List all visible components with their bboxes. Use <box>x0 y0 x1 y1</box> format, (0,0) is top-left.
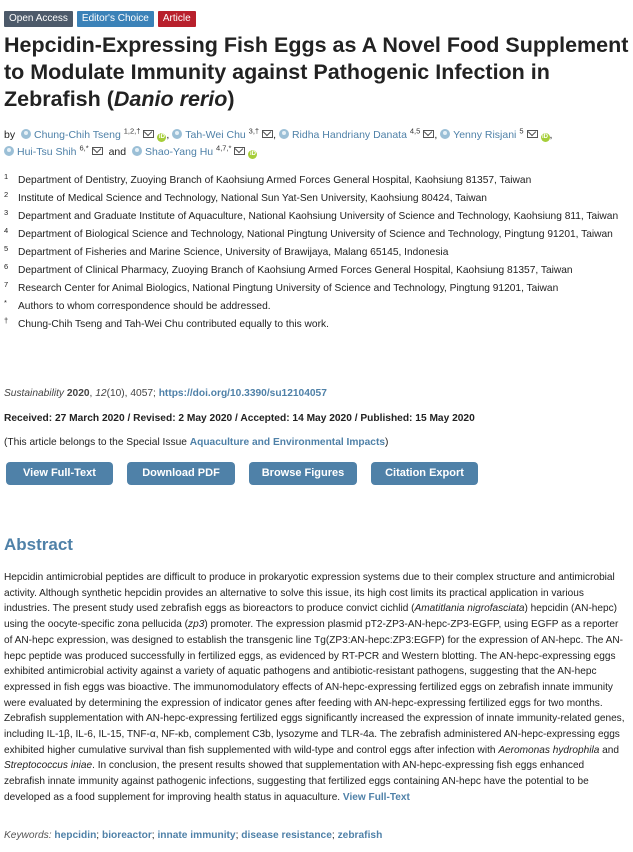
author-profile-icon <box>21 129 31 139</box>
affiliation-number: * <box>4 298 7 307</box>
author-affiliation-sup: 3,† <box>248 126 260 136</box>
email-icon[interactable] <box>527 130 538 138</box>
abstract-heading: Abstract <box>4 535 73 554</box>
author-entry[interactable] <box>279 126 434 141</box>
email-icon[interactable] <box>143 130 154 138</box>
special-issue-link[interactable]: Aquaculture and Environmental Impacts <box>189 437 386 448</box>
affiliation-number: 1 <box>4 172 9 181</box>
browse-figures-button[interactable]: Browse Figures <box>249 462 357 485</box>
keywords-label: Keywords: <box>4 830 52 841</box>
affiliation-item <box>4 226 629 243</box>
editors-choice-badge[interactable]: Editor's Choice <box>77 11 154 27</box>
author-profile-icon <box>279 129 289 139</box>
download-pdf-button[interactable]: Download PDF <box>127 462 235 485</box>
abstract-view-full-text-link[interactable]: View Full-Text <box>342 791 410 803</box>
author-name[interactable]: Ridha Handriany Danata <box>291 129 407 141</box>
author-affiliation-sup: 1,2,† <box>123 126 141 136</box>
affiliation-number: 2 <box>4 190 9 199</box>
email-icon[interactable] <box>262 130 273 138</box>
keyword-link[interactable]: zebrafish <box>337 830 383 841</box>
doi-link[interactable]: https://doi.org/10.3390/su12104057 <box>158 388 327 399</box>
action-buttons <box>6 462 478 485</box>
author-affiliation-sup: 4,5 <box>409 126 421 136</box>
by-label: by <box>4 129 16 141</box>
citation-year: 2020 <box>66 388 90 399</box>
affiliation-number: 5 <box>4 244 9 253</box>
citation-export-button[interactable]: Citation Export <box>371 462 478 485</box>
affiliation-text: Department of Clinical Pharmacy, Zuoying Branch of Kaohsiung Armed Forces General Hospital, Kaohsiung 81357, Taiwan <box>18 265 573 276</box>
email-icon[interactable] <box>234 147 245 155</box>
citation-issue: (10), <box>106 388 128 399</box>
author-entry[interactable] <box>172 126 273 141</box>
author-name[interactable]: Chung-Chih Tseng <box>34 129 121 141</box>
email-icon[interactable] <box>423 130 434 138</box>
publication-dates: Received: 27 March 2020 / Revised: 2 May 2020 / Accepted: 14 May 2020 / Published: 15 May 2020 <box>4 413 475 424</box>
affiliation-text: Institute of Medical Science and Technology, National Sun Yat-Sen University, Kaohsiung 80424, Taiwan <box>18 193 487 204</box>
affiliation-number: † <box>4 316 9 325</box>
author-affiliation-sup: 5 <box>519 126 524 136</box>
affiliation-item <box>4 262 629 279</box>
affiliation-text: Authors to whom correspondence should be addressed. <box>18 301 271 312</box>
citation-line: Sustainability 2020, 12(10), 4057; https://doi.org/10.3390/su12104057 <box>4 388 327 399</box>
equal-contribution-note <box>4 316 629 333</box>
affiliation-item <box>4 280 629 297</box>
email-icon[interactable] <box>92 147 103 155</box>
affiliation-item <box>4 172 629 189</box>
orcid-icon[interactable]: iD <box>158 134 165 140</box>
author-entry[interactable] <box>132 143 257 158</box>
citation-article-number: 4057; <box>130 388 156 399</box>
author-name[interactable]: Hui-Tsu Shih <box>17 146 77 158</box>
citation-volume: 12 <box>95 388 107 399</box>
keyword-link[interactable]: hepcidin <box>54 830 97 841</box>
correspondence-note <box>4 298 629 315</box>
author-profile-icon <box>172 129 182 139</box>
view-full-text-button[interactable]: View Full-Text <box>6 462 113 485</box>
author-entry[interactable] <box>440 126 549 141</box>
keywords-line: Keywords: hepcidin; bioreactor; innate immunity; disease resistance; zebrafish <box>4 830 383 841</box>
keyword-link[interactable]: disease resistance <box>241 830 332 841</box>
and-label: and <box>108 146 127 158</box>
author-affiliation-sup: 6,* <box>79 143 89 153</box>
affiliation-number: 7 <box>4 280 9 289</box>
affiliation-text: Department of Biological Science and Technology, National Pingtung University of Science and Technology, Pingtung 91201, Taiwan <box>18 229 613 240</box>
article-title: Hepcidin-Expressing Fish Eggs as A Novel Food Supplement to Modulate Immunity against Pathogenic Infection in Zebrafish (Danio rerio) <box>4 33 629 111</box>
journal-name: Sustainability <box>4 388 65 399</box>
orcid-icon[interactable]: iD <box>249 151 256 157</box>
author-entry[interactable] <box>4 143 103 158</box>
affiliation-text: Chung-Chih Tseng and Tah-Wei Chu contributed equally to this work. <box>18 319 329 330</box>
author-profile-icon <box>440 129 450 139</box>
author-name[interactable]: Shao-Yang Hu <box>145 146 214 158</box>
special-issue-line <box>4 437 388 448</box>
author-entry[interactable] <box>21 126 166 141</box>
author-profile-icon <box>132 146 142 156</box>
open-access-badge[interactable]: Open Access <box>4 11 73 27</box>
orcid-icon[interactable]: iD <box>542 134 548 140</box>
affiliation-item <box>4 244 629 261</box>
author-affiliation-sup: 4,7,* <box>216 143 232 153</box>
special-issue-suffix: ) <box>385 437 389 448</box>
affiliation-item <box>4 208 629 225</box>
author-name[interactable]: Yenny Risjani <box>453 129 517 141</box>
affiliation-text: Research Center for Animal Biologics, National Pingtung University of Science and Technology, Pingtung 91201, Taiwan <box>18 283 559 294</box>
abstract-text: Hepcidin antimicrobial peptides are difficult to produce in prokaryotic expression systems due to their complex structure and antimicrobial activity. Although synthetic hepcidin provides an alternative to solve this issue, its high cost limits its practical application in various industries. The present study used zebrafish eggs as bioreactors to produce convict cichlid (Amatitlania nigrofasciata) hepcidin (AN-hepc) using the oocyte-specific zona pellucida (zp3) promoter. The expression plasmid pT2-ZP3-AN-hepc-ZP3-EGFP, using EGFP as a reporter of AN-hepc expression, was designed to establish the transgenic line Tg(ZP3:AN-hepc:ZP3:EGFP) for the expression of AN-hepc. The AN-hepc peptide was produced successfully in fertilized eggs, as evidenced by RT-PCR and Western blotting. The AN-hepc-expressing eggs exhibited antimicrobial activity against a variety of aquatic pathogens and antibiotic-resistant pathogens, suggesting that the AN-hepc expressed in fish eggs was bioactive. The immunomodulatory effects of AN-hepc-expressing fertilized eggs on zebrafish innate immunity were evaluated by determining the expression of indicator genes after feeding with AN-hepc-expressing fertilized eggs for two months. Zebrafish supplementation with AN-hepc-expressing fertilized eggs significantly increased the expression of innate immunity-related genes, including IL-1β, IL-6, IL-15, TNF-α, NF-κb, complement C3b, lysozyme and TLR-4a. The zebrafish administered AN-hepc-expressing eggs exhibited higher cumulative survival than fish supplemented with wild-type and control eggs after infection with Aeromonas hydrophila and Streptococcus iniae. In conclusion, the present results showed that supplementation with AN-hepc-expressing fish eggs enhanced zebrafish innate immunity against pathogenic infections, suggesting that fertilized eggs containing AN-hepc have the potential to be developed as a food supplement for improving health status in aquaculture. View Full-Text <box>4 572 625 803</box>
keyword-link[interactable]: innate immunity <box>157 830 236 841</box>
affiliation-text: Department of Dentistry, Zuoying Branch of Kaohsiung Armed Forces General Hospital, Kaohsiung 81357, Taiwan <box>18 175 532 186</box>
affiliation-number: 6 <box>4 262 9 271</box>
badge-row <box>4 11 196 27</box>
author-list: by Chung-Chih Tseng $^{1,2,\dagger}$iD , Tah-Wei Chu $^{3,\dagger}$ , Ridha Handriany Danata $^{4,5}$ , Yenny Risjani $^5$iD , Hui-Tsu Shih $^{6,*}$ and Shao-Yang Hu $^{4,7,*}$iD <box>4 126 553 158</box>
affiliation-text: Department and Graduate Institute of Aquaculture, National Kaohsiung University of Science and Technology, Kaohsiung 811, Taiwan <box>18 211 619 222</box>
affiliation-item <box>4 190 629 207</box>
author-name[interactable]: Tah-Wei Chu <box>185 129 246 141</box>
special-issue-prefix: (This article belongs to the Special Issue <box>4 437 190 448</box>
affiliation-number: 3 <box>4 208 9 217</box>
keyword-link[interactable]: bioreactor <box>101 830 152 841</box>
affiliation-number: 4 <box>4 226 9 235</box>
affiliation-list <box>4 172 629 334</box>
author-profile-icon <box>4 146 14 156</box>
affiliation-text: Department of Fisheries and Marine Science, University of Brawijaya, Malang 65145, Indonesia <box>18 247 449 258</box>
article-type-badge: Article <box>158 11 196 27</box>
